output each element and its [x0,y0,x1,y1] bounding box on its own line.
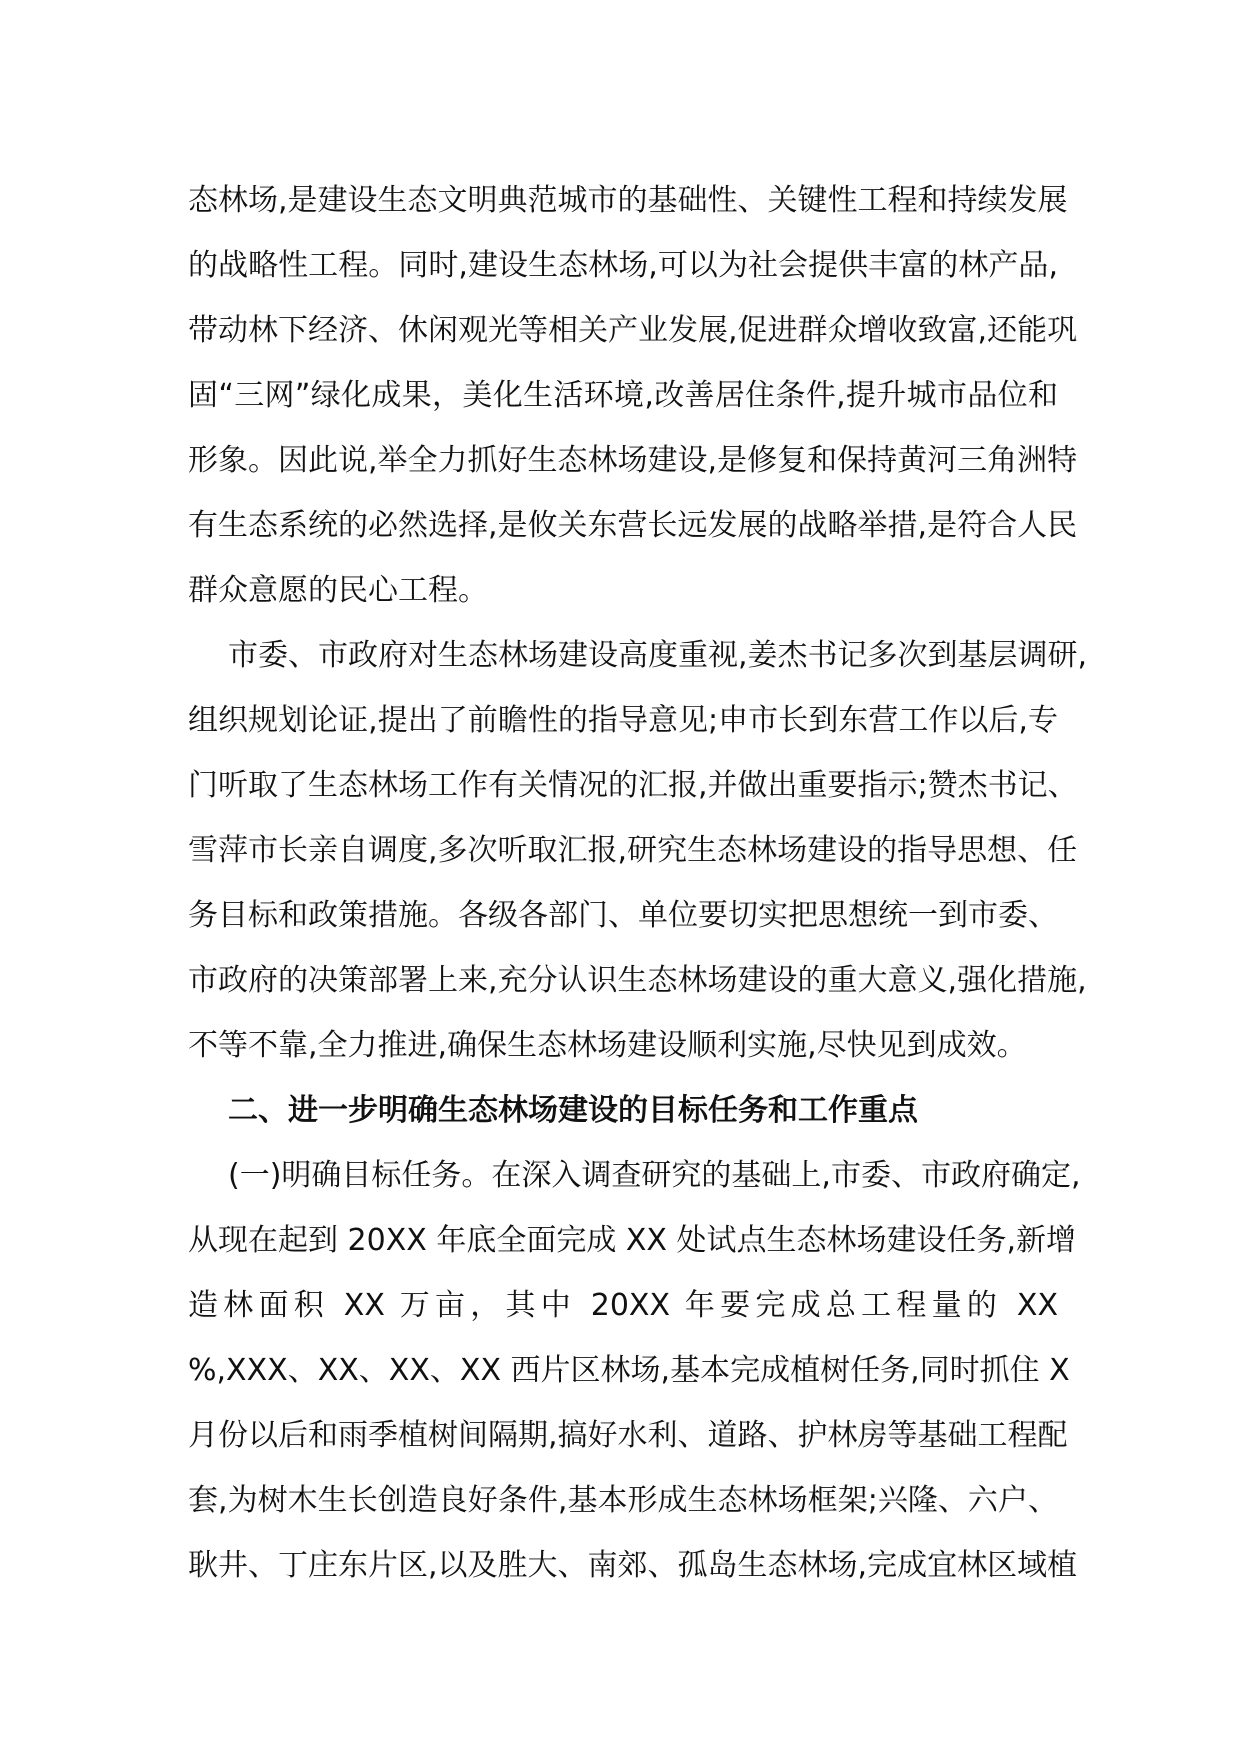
text-line: 群众意愿的民心工程。 [188,573,488,608]
text-line: 组织规划论证,提出了前瞻性的指导意见;申市长到东营工作以后,专 [188,703,1058,738]
text-line: (一)明确目标任务。在深入调查研究的基础上,市委、市政府确定, [228,1158,1081,1193]
text-line: 从现在起到 20XX 年底全面完成 XX 处试点生态林场建设任务,新增 [188,1223,1077,1258]
text-line: 务目标和政策措施。各级各部门、单位要切实把思想统一到市委、 [188,898,1058,933]
text-line: 耿井、丁庄东片区,以及胜大、南郊、孤岛生态林场,完成宜林区域植 [188,1548,1078,1583]
text-line: 套,为树木生长创造良好条件,基本形成生态林场框架;兴隆、六户、 [188,1483,1058,1518]
text-line: 态林场,是建设生态文明典范城市的基础性、关键性工程和持续发展 [188,183,1068,218]
text-line: 的战略性工程。同时,建设生态林场,可以为社会提供丰富的林产品, [188,248,1058,283]
text-line: 雪萍市长亲自调度,多次听取汇报,研究生态林场建设的指导思想、任 [188,833,1078,868]
text-line: 市委、市政府对生态林场建设高度重视,姜杰书记多次到基层调研, [228,638,1088,673]
text-line: 不等不靠,全力推进,确保生态林场建设顺利实施,尽快见到成效。 [188,1028,1027,1063]
body-text [188,168,1088,1598]
text-line: %,XXX、XX、XX、XX 西片区林场,基本完成植树任务,同时抓住 X [188,1353,1070,1388]
text-line: 有生态系统的必然选择,是攸关东营长远发展的战略举措,是符合人民 [188,508,1078,543]
section-heading: 二、进一步明确生态林场建设的目标任务和工作重点 [228,1093,918,1128]
text-line: 月份以后和雨季植树间隔期,搞好水利、道路、护林房等基础工程配 [188,1418,1068,1453]
text-line: 造林面积 XX 万亩，其中 20XX 年要完成总工程量的 XX [188,1288,1058,1323]
text-line: 固“三网”绿化成果，美化生活环境,改善居住条件,提升城市品位和 [188,378,1058,413]
text-line: 形象。因此说,举全力抓好生态林场建设,是修复和保持黄河三角洲特 [188,443,1078,478]
text-line: 带动林下经济、休闲观光等相关产业发展,促进群众增收致富,还能巩 [188,313,1078,348]
text-line: 市政府的决策部署上来,充分认识生态林场建设的重大意义,强化措施, [188,963,1087,998]
text-line: 门听取了生态林场工作有关情况的汇报,并做出重要指示;赞杰书记、 [188,768,1078,803]
